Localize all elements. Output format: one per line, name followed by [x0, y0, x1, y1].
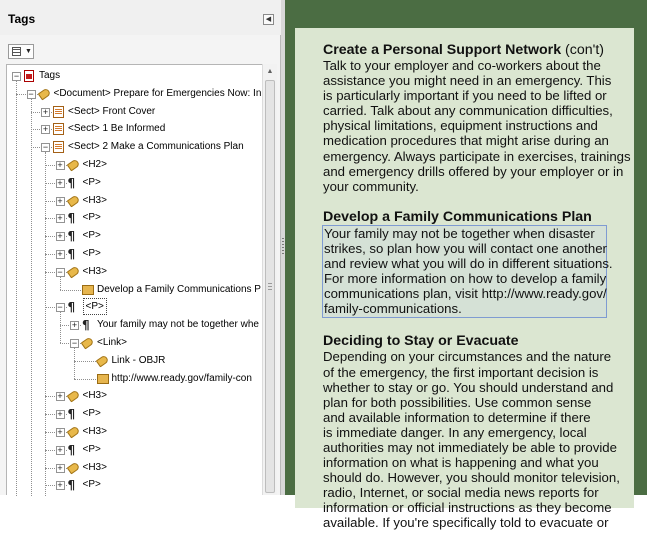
- scroll-up-arrow-icon[interactable]: ▲: [266, 68, 274, 75]
- pdf-icon: [24, 70, 34, 82]
- tree-item-label: <P>: [82, 479, 101, 491]
- text-line: information or official instructions as they become: [323, 500, 612, 516]
- tree-item-label: <Sect> Front Cover: [68, 105, 156, 117]
- highlighted-paragraph[interactable]: [322, 225, 613, 319]
- tree-item-label: <P>: [82, 230, 101, 242]
- options-menu-icon: [12, 47, 21, 56]
- tree-item-label: http://www.ready.gov/family-con: [111, 372, 252, 384]
- tags-tree: [6, 64, 263, 495]
- tree-item-label: <Sect> 1 Be Informed: [68, 123, 166, 135]
- splitter-grip-icon: [282, 238, 284, 256]
- section-icon: [53, 123, 64, 135]
- tag-icon: [66, 390, 80, 403]
- panel-header: [0, 0, 281, 35]
- section-heading: Deciding to Stay or Evacuate: [323, 333, 519, 350]
- tree-item-sect-1[interactable]: [7, 121, 267, 137]
- tree-item-label: <P>: [82, 408, 101, 420]
- tree-item-label: <Document> Prepare for Emergencies Now: In: [53, 87, 262, 99]
- tree-item-label: Develop a Family Communications P: [97, 283, 261, 295]
- tree-item-label: <H3>: [82, 426, 107, 437]
- tree-item-h2[interactable]: [7, 157, 267, 173]
- collapse-icon[interactable]: −: [42, 142, 49, 153]
- text-line: available. If you're specifically told to evacuate or: [323, 515, 609, 531]
- tag-icon: [66, 426, 80, 439]
- tree-item-label: <P>: [82, 248, 101, 259]
- tree-item-label: <P>: [83, 298, 107, 315]
- expand-icon[interactable]: +: [57, 427, 63, 437]
- tree-item-label: <Sect> 2 Make a Communications Plan: [68, 141, 244, 153]
- paragraph-icon: ¶: [67, 229, 76, 244]
- section-communications-plan: [323, 209, 633, 319]
- heading-suffix: (con't): [561, 42, 605, 58]
- text-line: and review what you will do in different situations.: [324, 256, 613, 272]
- tree-item-label: <P>: [82, 176, 101, 188]
- paragraph-icon: ¶: [67, 175, 76, 190]
- section-icon: [53, 106, 64, 118]
- text-line: For more information on how to develop a family: [324, 271, 607, 287]
- tag-options-button[interactable]: [8, 44, 34, 59]
- scroll-thumb[interactable]: [265, 80, 275, 493]
- tree-item-label: <H2>: [82, 159, 107, 170]
- tree-item-label: Tags: [39, 70, 61, 81]
- section-body: [323, 58, 633, 194]
- tree-item-link-url[interactable]: [7, 371, 267, 387]
- text-line: medication procedures that might arise during an: [323, 133, 609, 149]
- tree-item-h3-3[interactable]: [7, 388, 267, 404]
- tree-scrollbar[interactable]: [262, 64, 277, 495]
- text-line: information on what is happening and what you: [323, 455, 599, 471]
- tree-item-link[interactable]: [7, 335, 267, 351]
- tree-item-p5[interactable]: [7, 406, 267, 422]
- content-icon: [97, 374, 109, 384]
- collapse-left-icon: ◀: [265, 16, 272, 23]
- text-line: is immediate danger. In any emergency, local: [323, 424, 587, 440]
- tree-item-p4[interactable]: [7, 246, 267, 262]
- tree-item-p1[interactable]: [7, 175, 267, 191]
- text-line: plan for both possibilities. Use common sense: [323, 394, 592, 410]
- collapse-icon[interactable]: −: [13, 71, 20, 81]
- tree-item-label: Link - OBJR: [111, 354, 166, 366]
- text-line: emergency. Always participate in exercises, trainings: [323, 148, 631, 164]
- tree-item-p2[interactable]: [7, 210, 267, 226]
- tree-item-content-1[interactable]: [7, 282, 267, 298]
- text-line: Talk to your employer and co-workers about the: [323, 58, 601, 73]
- paragraph-icon: ¶: [67, 247, 76, 261]
- tree-item-p-selected[interactable]: [7, 299, 267, 315]
- text-line: whether to stay or go. You should understand and: [323, 379, 614, 395]
- section-heading: Develop a Family Communications Plan: [323, 208, 592, 225]
- text-line: radio, Internet, or social media news reports for: [323, 485, 599, 501]
- tree-item-document[interactable]: [7, 86, 267, 102]
- tree-item-h3-1[interactable]: [7, 193, 267, 209]
- tree-item-p3[interactable]: [7, 228, 267, 244]
- expand-icon[interactable]: +: [57, 177, 63, 188]
- tree-item-label: <H3>: [82, 194, 107, 206]
- tree-item-root[interactable]: [7, 68, 267, 84]
- paragraph-icon: ¶: [67, 300, 76, 315]
- tree-item-h3-5[interactable]: [7, 460, 267, 476]
- tag-icon: [66, 265, 80, 278]
- text-line: authorities may not immediately be able to provide: [323, 439, 617, 455]
- expand-icon[interactable]: +: [71, 320, 78, 331]
- text-line: of the emergency, the first important decision is: [323, 364, 599, 380]
- document-view[interactable]: [285, 0, 647, 531]
- section-stay-or-evacuate: [323, 333, 633, 530]
- tree-item-label: <Link>: [97, 337, 128, 348]
- panel-title: Tags: [8, 12, 36, 26]
- tags-panel: [0, 0, 281, 495]
- collapse-icon[interactable]: −: [28, 88, 34, 99]
- text-line: family-communications.: [324, 301, 462, 317]
- collapse-panel-button[interactable]: [263, 14, 274, 25]
- expand-icon[interactable]: +: [42, 106, 49, 117]
- tree-item-p7[interactable]: [7, 477, 267, 493]
- expand-icon[interactable]: +: [57, 160, 63, 170]
- text-line: Your family may not be together when disaster: [324, 225, 595, 241]
- tree-item-label: <H3>: [82, 390, 107, 402]
- text-line: and emergency drills offered by your employer or in: [323, 163, 624, 179]
- text-line: physical limitations, equipment instructions and: [323, 118, 598, 134]
- tag-icon: [81, 337, 95, 350]
- tag-icon: [37, 87, 51, 100]
- tag-icon: [66, 194, 80, 207]
- tree-item-para-text[interactable]: [7, 317, 267, 333]
- section-body: [323, 349, 633, 530]
- tree-item-label: <P>: [82, 443, 101, 455]
- expand-icon[interactable]: +: [42, 124, 49, 135]
- tag-icon: [66, 159, 80, 172]
- paragraph-icon: ¶: [67, 407, 76, 422]
- document-text: [323, 42, 633, 546]
- paragraph-icon: ¶: [67, 478, 76, 493]
- dropdown-arrow-icon: ▼: [25, 48, 32, 55]
- grip-icon: [268, 283, 272, 291]
- paragraph-icon: ¶: [67, 211, 76, 226]
- tree-item-label: <H3>: [82, 265, 107, 277]
- expand-icon[interactable]: +: [57, 480, 63, 491]
- tag-icon: [66, 461, 80, 474]
- section-heading: [323, 42, 633, 58]
- paragraph-icon: ¶: [67, 442, 76, 457]
- section-personal-support: [323, 42, 633, 194]
- text-line: Depending on your circumstances and the nature: [323, 349, 612, 365]
- text-line: and available information to determine if there: [323, 409, 591, 425]
- tree-item-label: <P>: [82, 212, 101, 224]
- text-line: strikes, so plan how you will contact one another: [324, 240, 607, 256]
- text-line: communications plan, visit http://www.ready.gov/: [324, 286, 607, 302]
- expand-icon[interactable]: +: [57, 409, 63, 420]
- tree-item-label: <H3>: [82, 461, 107, 473]
- text-line: is particularly important if you need to be lifted or: [323, 88, 607, 104]
- content-icon: [82, 285, 94, 295]
- expand-icon[interactable]: +: [57, 213, 63, 224]
- tree-item-h3-4[interactable]: [7, 424, 267, 440]
- text-line: carried. Talk about any communication difficulties,: [323, 103, 613, 119]
- collapse-icon[interactable]: −: [57, 266, 63, 277]
- tag-icon: [95, 354, 109, 367]
- text-line: should do. However, you should monitor television,: [323, 470, 620, 486]
- expand-icon[interactable]: +: [57, 231, 63, 242]
- collapse-icon[interactable]: −: [57, 302, 63, 313]
- paragraph-icon: ¶: [82, 318, 90, 333]
- heading-text: Create a Personal Support Network: [323, 42, 562, 58]
- tree-item-sect-front[interactable]: [7, 104, 267, 120]
- section-icon: [53, 141, 64, 153]
- tree-item-h3-2[interactable]: [7, 264, 267, 280]
- expand-icon[interactable]: +: [57, 195, 63, 206]
- tree-item-p6[interactable]: [7, 442, 267, 458]
- tree-item-sect-2[interactable]: [7, 139, 267, 155]
- expand-icon[interactable]: +: [57, 462, 63, 473]
- expand-icon[interactable]: +: [57, 391, 63, 402]
- expand-icon[interactable]: +: [57, 249, 63, 259]
- collapse-icon[interactable]: −: [71, 338, 78, 348]
- tree-item-label: Your family may not be together whe: [97, 319, 259, 331]
- text-line: assistance you might need in an emergency. This: [323, 73, 612, 89]
- tree-item-link-objr[interactable]: [7, 353, 267, 369]
- expand-icon[interactable]: +: [57, 444, 63, 455]
- document-page: [295, 28, 634, 531]
- text-line: your community.: [323, 178, 419, 194]
